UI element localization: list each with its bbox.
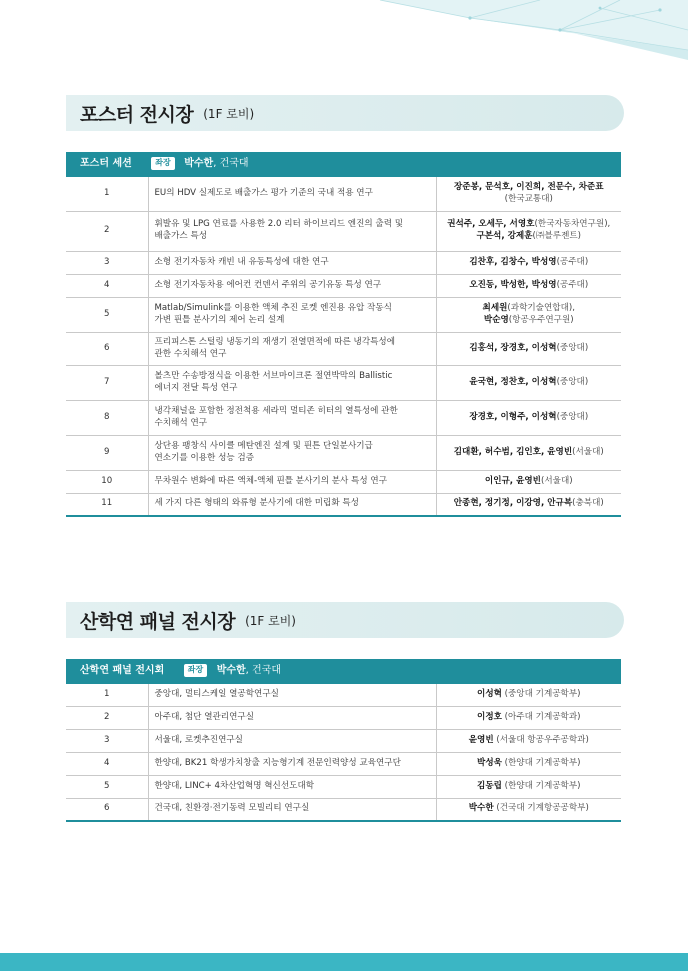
chair-tag: 좌장 bbox=[151, 157, 174, 170]
title-line: EU의 HDV 실제도로 배출가스 평가 기준의 국내 적용 연구 bbox=[154, 187, 373, 198]
chair-tag: 좌장 bbox=[184, 664, 207, 677]
chair-org: , 건국대 bbox=[213, 157, 249, 169]
row-authors bbox=[436, 365, 621, 400]
row-title bbox=[148, 706, 436, 729]
row-title bbox=[148, 365, 436, 400]
title-line: 소형 전기자동차 캐빈 내 유동특성에 대한 연구 bbox=[154, 256, 329, 267]
table-row bbox=[66, 435, 621, 470]
author-affiliation: (중앙대 기계공학부) bbox=[501, 688, 581, 699]
row-number: 2 bbox=[66, 706, 148, 729]
row-authors bbox=[436, 729, 621, 752]
table-row bbox=[66, 752, 621, 775]
author-names: 박성욱 bbox=[477, 757, 502, 768]
author-line bbox=[441, 257, 618, 269]
panel-session-label: 산학연 패널 전시회 bbox=[80, 664, 165, 676]
title-line: 상단용 팽창식 사이클 메탄엔진 설계 및 핀튼 단일분사기급 bbox=[154, 440, 373, 451]
panel-section-header bbox=[66, 602, 624, 638]
title-line: 프리피스톤 스털링 냉동기의 재생기 전열면적에 따른 냉각특성에 bbox=[154, 336, 396, 347]
row-authors bbox=[436, 470, 621, 493]
author-affiliation: (한국교통대) bbox=[504, 193, 553, 204]
title-line: 세 가지 다른 형태의 와류형 분사기에 대한 미립화 특성 bbox=[154, 498, 359, 509]
panel-table-header bbox=[66, 659, 621, 683]
table-row bbox=[66, 683, 621, 706]
author-affiliation: (중앙대) bbox=[556, 376, 589, 387]
chair-org: , 건국대 bbox=[245, 664, 282, 676]
author-names: 오진동, 박성한, 박성영 bbox=[469, 279, 557, 290]
author-affiliation: (중앙대) bbox=[556, 411, 589, 422]
footer-bar bbox=[0, 953, 688, 971]
row-authors bbox=[436, 400, 621, 435]
title-line: 한양대, BK21 학생가치창출 지능형기계 전문인력양성 교육연구단 bbox=[154, 757, 401, 768]
row-title bbox=[148, 211, 436, 251]
title-line: 배출가스 특성 bbox=[154, 231, 208, 241]
chair-name: 박수한 bbox=[184, 157, 214, 169]
row-authors bbox=[436, 683, 621, 706]
row-number: 4 bbox=[66, 274, 148, 297]
title-line: 볼츠만 수송방정식을 이용한 서브마이크론 절연박막의 Ballistic bbox=[154, 370, 393, 381]
author-affiliation: (공주대) bbox=[556, 279, 589, 290]
title-line: 관한 수치해석 연구 bbox=[154, 348, 227, 359]
table-row bbox=[66, 775, 621, 798]
poster-section-header bbox=[66, 95, 624, 131]
row-authors bbox=[436, 798, 621, 821]
title-line: 중앙대, 멀티스케일 열공학연구실 bbox=[154, 688, 279, 699]
row-title bbox=[148, 274, 436, 297]
row-number: 3 bbox=[66, 251, 148, 274]
row-title bbox=[148, 470, 436, 493]
author-affiliation: (아주대 기계공학과) bbox=[501, 711, 581, 722]
author-line bbox=[441, 712, 618, 724]
table-row bbox=[66, 798, 621, 821]
author-names: 이정호 bbox=[477, 711, 502, 722]
title-line: Matlab/Simulink를 이용한 액체 추진 로켓 엔진용 유압 작동식 bbox=[154, 302, 392, 313]
author-line bbox=[441, 343, 618, 355]
table-row bbox=[66, 297, 621, 332]
author-line bbox=[441, 412, 618, 424]
author-line bbox=[441, 689, 618, 701]
panel-section-location: (1F 로비) bbox=[245, 613, 296, 628]
row-number: 2 bbox=[66, 211, 148, 251]
row-title bbox=[148, 729, 436, 752]
row-authors bbox=[436, 435, 621, 470]
poster-section-title: 포스터 전시장 bbox=[80, 103, 194, 126]
author-line bbox=[441, 498, 618, 510]
row-authors bbox=[436, 775, 621, 798]
author-affiliation: (서울대 항공우주공학과) bbox=[493, 734, 589, 745]
table-row bbox=[66, 729, 621, 752]
author-names: 장준봉, 문석호, 이진희, 전문수, 차준표 bbox=[453, 182, 604, 193]
author-names: 최세원 bbox=[482, 302, 508, 313]
table-row bbox=[66, 274, 621, 297]
author-affiliation: (한국자동차연구원), bbox=[534, 219, 611, 230]
title-line: 소형 전기자동차용 에어컨 컨덴서 주위의 공기유동 특성 연구 bbox=[154, 279, 382, 290]
title-line: 수치해석 연구 bbox=[154, 417, 208, 428]
title-line: 연소기를 이용한 성능 검증 bbox=[154, 452, 255, 463]
author-names: 윤국현, 정찬호, 이성혁 bbox=[469, 376, 557, 387]
table-row bbox=[66, 251, 621, 274]
row-authors bbox=[436, 332, 621, 365]
author-line bbox=[441, 735, 618, 747]
row-number: 10 bbox=[66, 470, 148, 493]
row-title bbox=[148, 332, 436, 365]
author-affiliation: (서울대) bbox=[572, 446, 604, 457]
row-number: 3 bbox=[66, 729, 148, 752]
author-line bbox=[441, 280, 618, 292]
row-authors bbox=[436, 297, 621, 332]
author-names: 박수한 bbox=[468, 803, 494, 814]
table-row bbox=[66, 365, 621, 400]
author-names: 이인규, 윤영빈 bbox=[484, 475, 541, 486]
row-title bbox=[148, 683, 436, 706]
author-names: 장경호, 이형주, 이성혁 bbox=[469, 411, 557, 422]
row-authors bbox=[436, 493, 621, 516]
author-affiliation: (서울대) bbox=[540, 475, 573, 486]
row-authors bbox=[436, 176, 621, 211]
author-line bbox=[441, 758, 618, 770]
row-title bbox=[148, 400, 436, 435]
poster-table bbox=[66, 152, 621, 517]
author-names: 김대환, 허수범, 김인호, 윤영빈 bbox=[453, 446, 573, 457]
table-row bbox=[66, 400, 621, 435]
author-names: 김찬후, 김창수, 박성영 bbox=[469, 256, 557, 267]
author-names: 박순영 bbox=[483, 314, 509, 325]
row-authors bbox=[436, 251, 621, 274]
author-affiliation: (㈜블루젠트) bbox=[532, 231, 582, 241]
author-line bbox=[441, 803, 618, 815]
row-authors bbox=[436, 706, 621, 729]
table-row bbox=[66, 470, 621, 493]
author-line bbox=[441, 231, 618, 243]
panel-section-title: 산학연 패널 전시장 bbox=[80, 610, 236, 633]
row-number: 6 bbox=[66, 332, 148, 365]
row-number: 1 bbox=[66, 683, 148, 706]
row-title bbox=[148, 251, 436, 274]
row-number: 5 bbox=[66, 297, 148, 332]
row-title bbox=[148, 176, 436, 211]
row-title bbox=[148, 493, 436, 516]
row-authors bbox=[436, 211, 621, 251]
row-authors bbox=[436, 274, 621, 297]
author-affiliation: (공주대) bbox=[556, 256, 589, 267]
row-number: 7 bbox=[66, 365, 148, 400]
author-names: 김동립 bbox=[477, 780, 502, 791]
poster-session-label: 포스터 세션 bbox=[80, 157, 132, 169]
author-names: 이성혁 bbox=[477, 688, 502, 699]
author-line bbox=[441, 476, 618, 488]
header-decoration bbox=[0, 0, 688, 60]
title-line: 가변 핀틀 분사기의 제어 논리 설계 bbox=[154, 314, 285, 325]
author-affiliation: (항공우주연구원) bbox=[508, 314, 574, 325]
row-title bbox=[148, 775, 436, 798]
row-number: 6 bbox=[66, 798, 148, 821]
author-affiliation: (한양대 기계공학부) bbox=[501, 757, 581, 768]
row-title bbox=[148, 435, 436, 470]
row-title bbox=[148, 798, 436, 821]
row-title bbox=[148, 297, 436, 332]
row-number: 1 bbox=[66, 176, 148, 211]
author-line bbox=[441, 219, 618, 231]
author-line bbox=[441, 182, 618, 194]
table-row bbox=[66, 176, 621, 211]
row-title bbox=[148, 752, 436, 775]
table-row bbox=[66, 706, 621, 729]
author-line bbox=[441, 194, 618, 206]
title-line: 에너지 전달 특성 연구 bbox=[154, 382, 238, 393]
author-names: 윤영빈 bbox=[468, 734, 494, 745]
panel-table bbox=[66, 659, 621, 822]
table-row bbox=[66, 332, 621, 365]
title-line: 서울대, 로켓추진연구실 bbox=[154, 734, 243, 745]
row-number: 5 bbox=[66, 775, 148, 798]
author-affiliation: (과학기술연합대), bbox=[507, 302, 575, 313]
table-row bbox=[66, 493, 621, 516]
author-affiliation: (중앙대) bbox=[556, 342, 589, 353]
author-names: 안종현, 정기정, 이강영, 안규복 bbox=[453, 498, 573, 509]
row-authors bbox=[436, 752, 621, 775]
title-line: 냉각채널을 포함한 정전척용 세라믹 멀티존 히터의 열특성에 관한 bbox=[154, 405, 398, 416]
author-affiliation: (한양대 기계공학부) bbox=[501, 780, 581, 791]
row-number: 4 bbox=[66, 752, 148, 775]
author-line bbox=[441, 781, 618, 793]
author-names: 권석주, 오세두, 서영호 bbox=[447, 219, 535, 230]
author-line bbox=[441, 447, 618, 459]
title-line: 한양대, LINC+ 4차산업혁명 혁신선도대학 bbox=[154, 780, 315, 791]
row-number: 11 bbox=[66, 493, 148, 516]
table-row bbox=[66, 211, 621, 251]
poster-section-location: (1F 로비) bbox=[203, 106, 255, 121]
title-line: 건국대, 친환경·전기동력 모빌리티 연구실 bbox=[154, 803, 310, 814]
author-line bbox=[441, 377, 618, 389]
author-names: 김홍석, 장경호, 이성혁 bbox=[469, 342, 557, 353]
author-line bbox=[441, 315, 618, 327]
author-names: 구본석, 강제훈 bbox=[476, 231, 533, 241]
author-affiliation: (건국대 기계항공공학부) bbox=[493, 803, 589, 814]
row-number: 9 bbox=[66, 435, 148, 470]
chair-name: 박수한 bbox=[216, 664, 246, 676]
poster-table-header bbox=[66, 152, 621, 176]
title-line: 아주대, 첨단 열관리연구실 bbox=[154, 711, 255, 722]
title-line: 무차원수 변화에 따른 액체-액체 핀틀 분사기의 분사 특성 연구 bbox=[154, 475, 387, 486]
title-line: 휘발유 및 LPG 연료를 사용한 2.0 리터 하이브리드 엔진의 출력 및 bbox=[154, 219, 404, 230]
author-line bbox=[441, 303, 618, 315]
row-number: 8 bbox=[66, 400, 148, 435]
author-affiliation: (충북대) bbox=[572, 498, 604, 509]
